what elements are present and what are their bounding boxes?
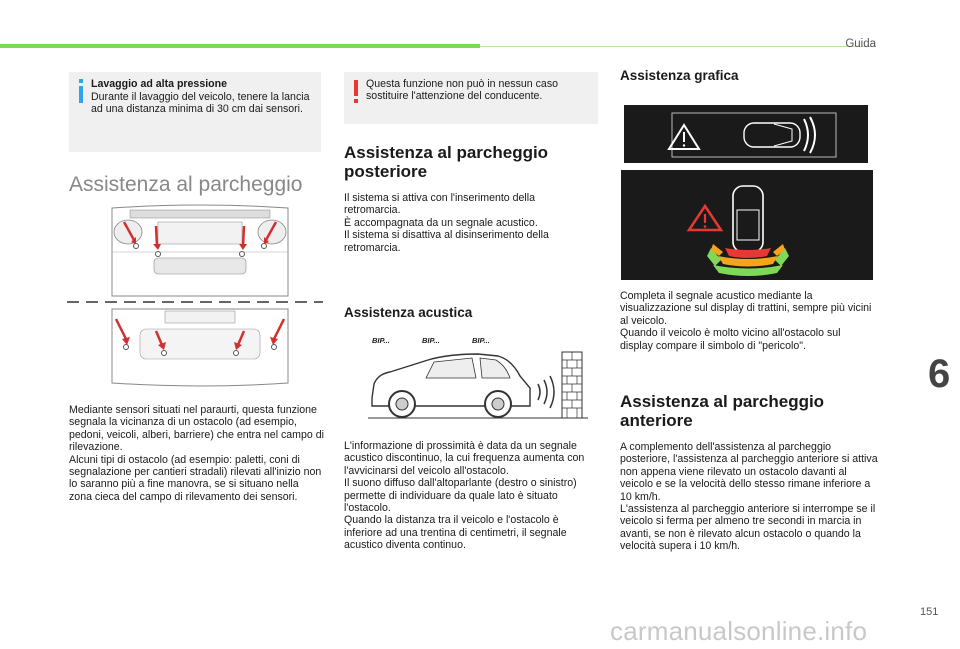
rear-assist-title: Assistenza al parcheggio posteriore [344,143,549,181]
front-assist-body: A complemento dell'assistenza al parcheggio posteriore, l'assistenza al parcheggio anteriore si attiva non appena viene rilevato un ostacolo davanti al veicolo e se la velocità dello stesso rimane inferiore a 10 km/h. L'assistenza al parcheggio anteriore si interrompe se il veicolo si ferma per almeno tre secondi in marcia in avanti, se non è rilevato alcun ostacolo o quando la velocità supera i 10 km/h. [620,441,878,553]
warning-box-body: Questa funzione non può in nessun caso sostituire l'attenzione del conducente. [366,78,559,103]
display-large [621,170,873,280]
front-bumper-illustration [110,204,290,299]
graphic-title: Assistenza grafica [620,68,739,83]
beep-label-2: BIP... [422,336,440,345]
beep-label-1: BIP... [372,336,390,345]
info-box-title: Lavaggio ad alta pressione [91,78,227,90]
parking-display-top-view [624,105,868,163]
watermark: carmanualsonline.info [610,616,868,646]
beep-label-3: BIP... [472,336,490,345]
header-rule [480,46,875,47]
section-title: Assistenza al parcheggio [69,173,303,196]
page-number: 151 [920,606,939,618]
acoustic-body: L'informazione di prossimità è data da un segnale acustico discontinuo, la cui frequenza aumenta con l'avvicinarsi del veicolo all'ostacolo. Il suono diffuso dall'altoparlante (destro o sinistro) permette di individuare da quale lato è situato l'ostacolo. Quando la distanza tra il veicolo e l'ostacolo è inferiore ad una trentina di centimetri, il segnale acustico diventa continuo. [344,440,585,552]
display-small [624,105,868,163]
chapter-number: 6 [928,352,951,396]
parking-display-rear-view [621,170,873,280]
rear-assist-body: Il sistema si attiva con l'inserimento della retromarcia. È accompagnata da un segnale acustico. Il sistema si disattiva al disinserimento della retromarcia. [344,192,549,254]
section-label: Guida [845,38,876,50]
warning-icon [350,80,362,104]
car-acoustic-illustration [368,348,588,428]
graphic-body: Completa il segnale acustico mediante la visualizzazione sul display di trattini, sempre più vicini al veicolo. Quando il veicolo è molto vicino all'ostacolo sul display compare il simbolo di "pericolo". [620,290,872,352]
warning-box [344,72,598,124]
info-icon [75,79,87,103]
header-accent-bar [0,44,480,48]
divider-dashed [67,300,323,304]
info-box [69,72,321,152]
info-box-body: Durante il lavaggio del veicolo, tenere la lancia ad una distanza minima di 30 cm dai sensori. [91,91,310,116]
col1-body: Mediante sensori situati nel paraurti, questa funzione segnala la vicinanza di un ostacolo (ad esempio, pedoni, veicoli, alberi, barriere) che entra nel campo di rilevazione. Alcuni tipi di ostacolo (ad esempio: paletti, coni di segnalazione per cantieri stradali) rilevati all'inizio non lo saranno più a fine manovra, se si situano nella zona cieca del campo di rilevamento dei sensori. [69,404,324,503]
rear-bumper-illustration [110,307,290,389]
acoustic-title: Assistenza acustica [344,305,473,320]
front-assist-title: Assistenza al parcheggio anteriore [620,392,825,430]
